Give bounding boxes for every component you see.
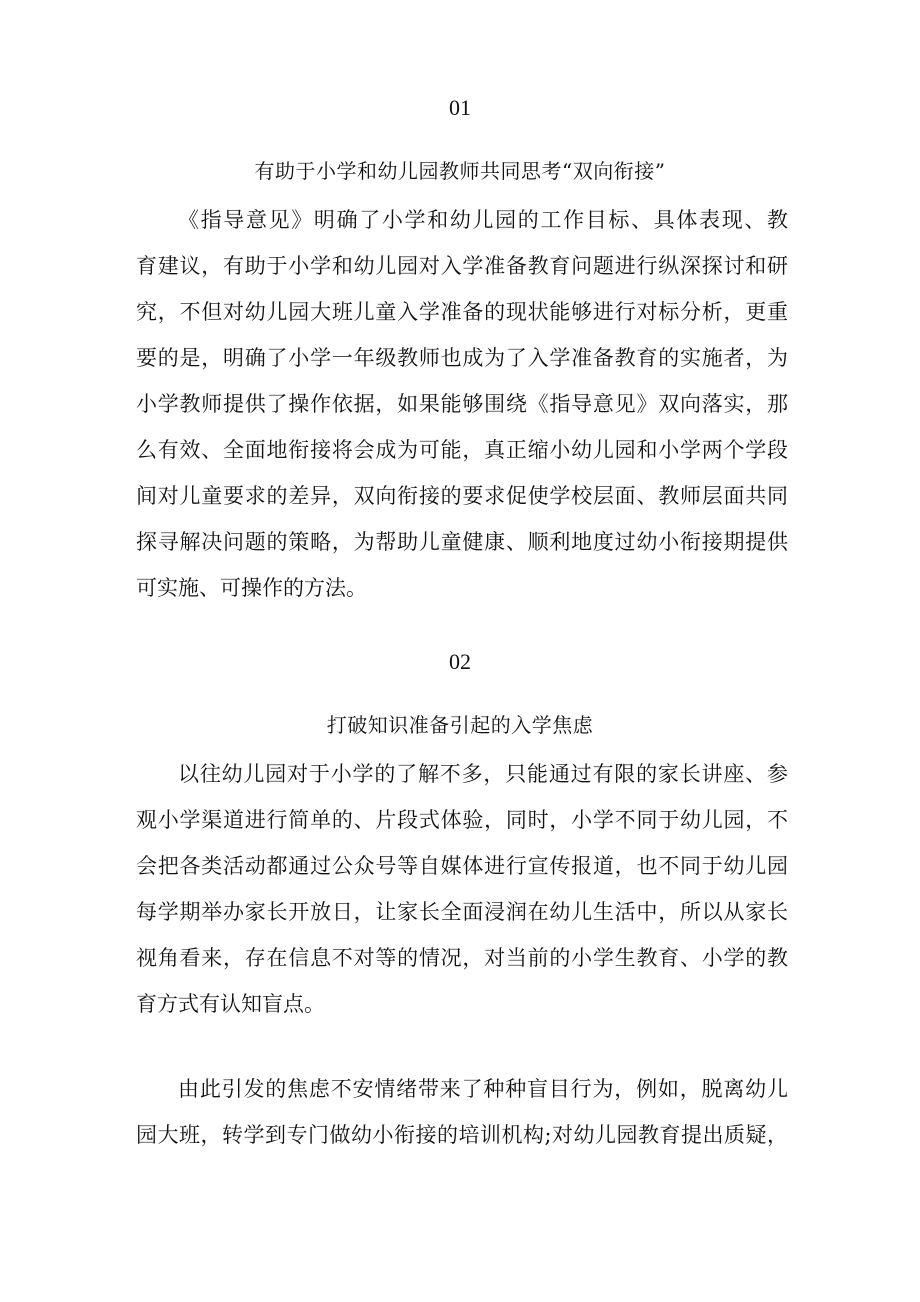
paragraph-line: 间对儿童要求的差异，双向衔接的要求促使学校层面、教师层面共同 [136,484,788,508]
paragraph-line: 究，不但对幼儿园大班儿童入学准备的现状能够进行对标分析，更重 [136,300,788,324]
paragraph-line: 《指导意见》明确了小学和幼儿园的工作目标、具体表现、教 [178,208,788,232]
paragraph-line: 么有效、全面地衔接将会成为可能，真正缩小幼儿园和小学两个学段 [136,438,788,462]
paragraph-line: 探寻解决问题的策略，为帮助儿童健康、顺利地度过幼小衔接期提供 [136,530,788,554]
section-title: 打破知识准备引起的入学焦虑 [326,713,594,737]
paragraph-line: 由此引发的焦虑不安情绪带来了种种盲目行为，例如，脱离幼儿 [178,1077,788,1101]
section-number: 02 [449,649,471,674]
section-number: 01 [449,95,471,120]
paragraph [136,197,788,611]
paragraph-line: 视角看来，存在信息不对等的情况，对当前的小学生教育、小学的教 [136,946,788,970]
section-title: 有助于小学和幼儿园教师共同思考“双向衔接” [254,159,666,183]
paragraph-line: 可实施、可操作的方法。 [136,576,367,600]
paragraph-line: 会把各类活动都通过公众号等自媒体进行宣传报道，也不同于幼儿园 [136,854,788,878]
paragraph [136,751,788,1027]
paragraph-line: 每学期举办家长开放日，让家长全面浸润在幼儿生活中，所以从家长 [136,900,788,924]
paragraph [136,1066,788,1158]
paragraph-line: 观小学渠道进行简单的、片段式体验，同时，小学不同于幼儿园，不 [136,808,788,832]
paragraph-line: 育建议，有助于小学和幼儿园对入学准备教育问题进行纵深探讨和研 [136,254,788,278]
paragraph-line: 育方式有认知盲点。 [136,992,325,1016]
paragraph-line: 小学教师提供了操作依据，如果能够围绕《指导意见》双向落实，那 [136,392,788,416]
paragraph-line: 园大班，转学到专门做幼小衔接的培训机构;对幼儿园教育提出质疑， [136,1123,788,1147]
paragraph-line: 要的是，明确了小学一年级教师也成为了入学准备教育的实施者，为 [136,346,788,370]
paragraph-line: 以往幼儿园对于小学的了解不多，只能通过有限的家长讲座、参 [178,762,788,786]
